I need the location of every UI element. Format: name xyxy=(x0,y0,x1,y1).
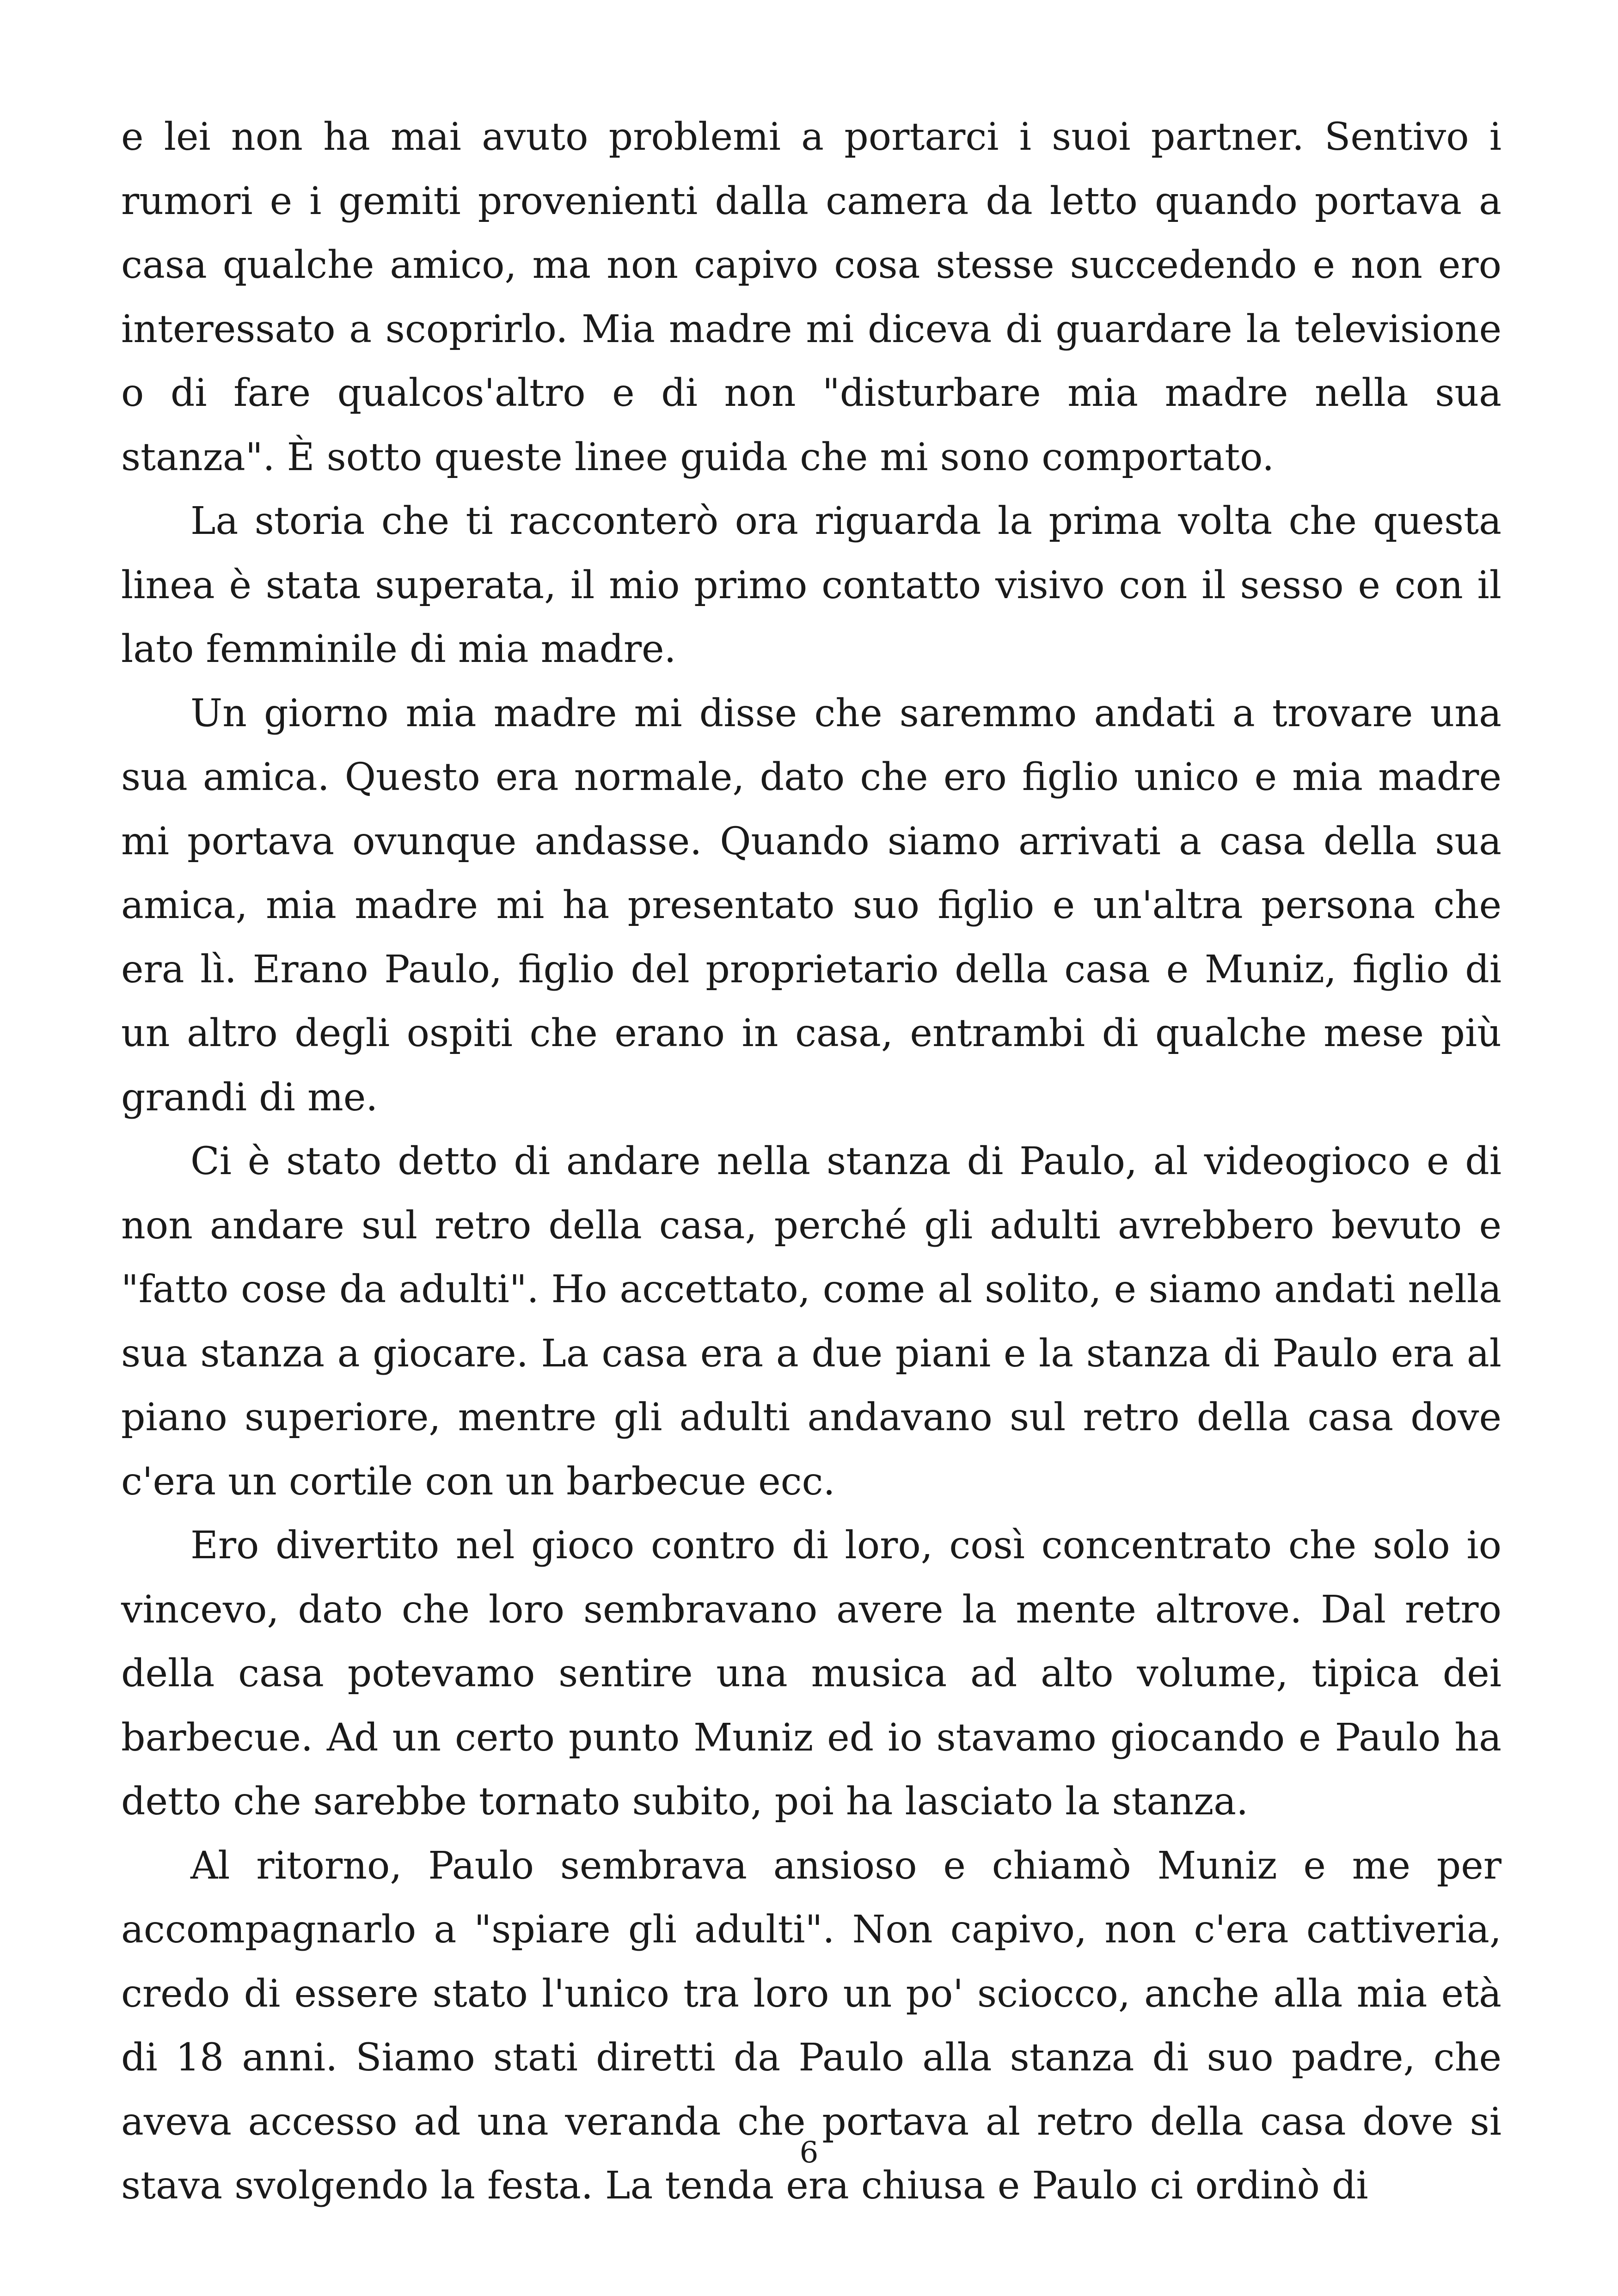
paragraph: Ci è stato detto di andare nella stanza di Paulo, al videogioco e di non andare sul retro della casa, perché gli adulti avrebbero bevuto e "fatto cose da adulti". Ho accettato, come al solito, e siamo andati nella sua stanza a giocare. La casa era a due piani e la stanza di Paulo era al piano superiore, mentre gli adulti andavano sul retro della casa dove c'era un cortile con un barbecue ecc. xyxy=(121,1139,1502,1504)
paragraph-continued: e lei non ha mai avuto problemi a portarci i suoi partner. Sentivo i rumori e i gemiti provenienti dalla camera da letto quando portava a casa qualche amico, ma non capivo cosa stesse succedendo e non ero interessato a scoprirlo. Mia madre mi diceva di guardare la televisione o di fare qualcos'altro e di non "disturbare mia madre nella sua stanza". È sotto queste linee guida che mi sono comportato. xyxy=(121,115,1502,479)
body-text xyxy=(121,105,1502,2218)
paragraph: Al ritorno, Paulo sembrava ansioso e chiamò Muniz e me per accompagnarlo a "spiare gli adulti". Non capivo, non c'era cattiveria, credo di essere stato l'unico tra loro un po' sciocco, anche alla mia età di 18 anni. Siamo stati diretti da Paulo alla stanza di suo padre, che aveva accesso ad una veranda che portava al retro della casa dove si stava svolgendo la festa. La tenda era chiusa e Paulo ci ordinò di xyxy=(121,1843,1502,2208)
page-number: 6 xyxy=(799,2136,819,2170)
paragraph: La storia che ti racconterò ora riguarda la prima volta che questa linea è stata superata, il mio primo contatto visivo con il sesso e con il lato femminile di mia madre. xyxy=(121,499,1502,671)
paragraph: Un giorno mia madre mi disse che saremmo andati a trovare una sua amica. Questo era normale, dato che ero figlio unico e mia madre mi portava ovunque andasse. Quando siamo arrivati a casa della sua amica, mia madre mi ha presentato suo figlio e un'altra persona che era lì. Erano Paulo, figlio del proprietario della casa e Muniz, figlio di un altro degli ospiti che erano in casa, entrambi di qualche mese più grandi di me. xyxy=(121,691,1502,1120)
paragraph: Ero divertito nel gioco contro di loro, così concentrato che solo io vincevo, dato che loro sembravano avere la mente altrove. Dal retro della casa potevamo sentire una musica ad alto volume, tipica dei barbecue. Ad un certo punto Muniz ed io stavamo giocando e Paulo ha detto che sarebbe tornato subito, poi ha lasciato la stanza. xyxy=(121,1524,1502,1824)
